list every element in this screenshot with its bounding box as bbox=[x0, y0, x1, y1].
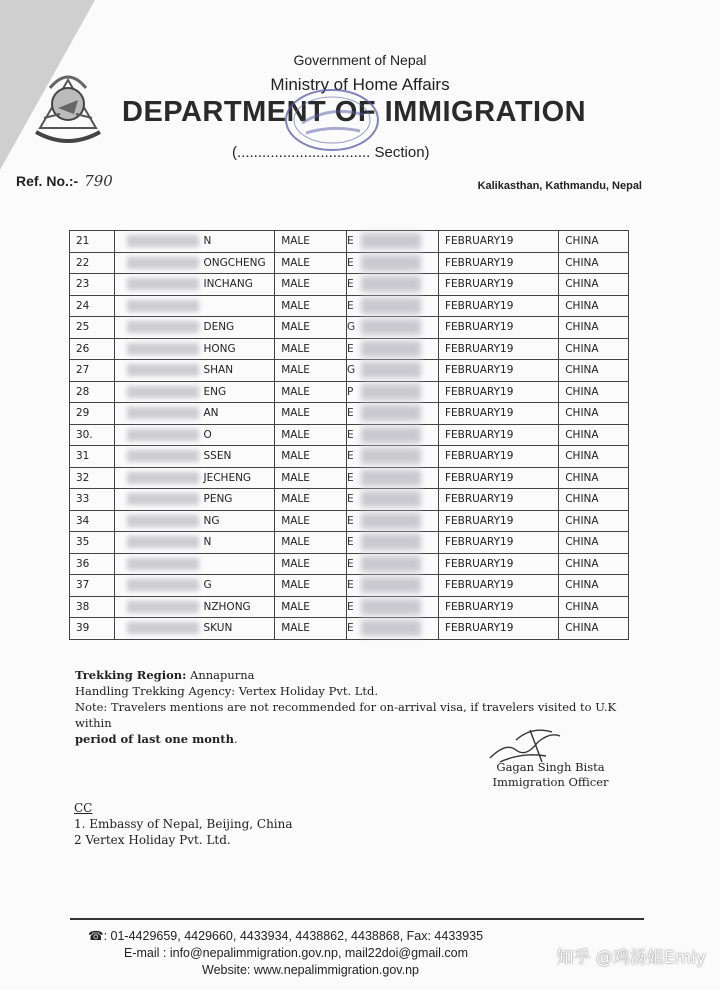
passport-prefix: E bbox=[346, 428, 354, 441]
redacted-passport bbox=[361, 276, 421, 292]
date-cell: FEBRUARY19 bbox=[438, 252, 558, 274]
footer-divider bbox=[70, 918, 644, 920]
country-cell: CHINA bbox=[559, 231, 629, 253]
passport-cell bbox=[346, 338, 438, 360]
footer-website: Website: www.nepalimmigration.gov.np bbox=[202, 963, 419, 977]
date-cell: FEBRUARY19 bbox=[438, 381, 558, 403]
country-cell: CHINA bbox=[559, 532, 629, 554]
redacted-name bbox=[127, 300, 199, 312]
sex-cell: MALE bbox=[275, 467, 347, 489]
sex-cell: MALE bbox=[275, 446, 347, 468]
table-row bbox=[70, 510, 629, 532]
passport-prefix: E bbox=[346, 407, 354, 420]
row-number: 27 bbox=[70, 360, 115, 382]
note-bold: period of last one month bbox=[75, 732, 234, 746]
name-cell bbox=[115, 553, 275, 575]
ministry-title: Ministry of Home Affairs bbox=[270, 75, 450, 94]
redacted-name bbox=[127, 515, 199, 527]
redacted-passport bbox=[361, 405, 421, 421]
redacted-name bbox=[127, 235, 199, 247]
redacted-name bbox=[127, 257, 199, 269]
redacted-name bbox=[127, 450, 199, 462]
sex-cell: MALE bbox=[275, 489, 347, 511]
sex-cell: MALE bbox=[275, 553, 347, 575]
country-cell: CHINA bbox=[559, 381, 629, 403]
sex-cell: MALE bbox=[275, 596, 347, 618]
country-cell: CHINA bbox=[559, 575, 629, 597]
country-cell: CHINA bbox=[559, 467, 629, 489]
sex-cell: MALE bbox=[275, 403, 347, 425]
name-visible: N bbox=[203, 235, 212, 248]
name-visible: ENG bbox=[203, 385, 227, 398]
redacted-passport bbox=[361, 620, 421, 636]
sex-cell: MALE bbox=[275, 381, 347, 403]
redacted-name bbox=[127, 558, 199, 570]
name-cell bbox=[115, 532, 275, 554]
date-cell: FEBRUARY19 bbox=[438, 467, 558, 489]
passport-cell bbox=[346, 553, 438, 575]
table-row bbox=[70, 338, 629, 360]
cc-label: CC bbox=[74, 801, 93, 815]
country-cell: CHINA bbox=[559, 446, 629, 468]
sex-cell: MALE bbox=[275, 424, 347, 446]
row-number: 32 bbox=[70, 467, 115, 489]
redacted-name bbox=[127, 407, 199, 419]
passport-prefix: E bbox=[346, 299, 354, 312]
passport-prefix: E bbox=[346, 471, 354, 484]
sex-cell: MALE bbox=[275, 338, 347, 360]
redacted-passport bbox=[361, 470, 421, 486]
country-cell: CHINA bbox=[559, 338, 629, 360]
passport-cell bbox=[346, 618, 438, 640]
date-cell: FEBRUARY19 bbox=[438, 618, 558, 640]
passport-cell bbox=[346, 252, 438, 274]
table-row bbox=[70, 532, 629, 554]
name-visible: N bbox=[203, 536, 212, 549]
name-cell bbox=[115, 446, 275, 468]
passport-prefix: E bbox=[346, 256, 354, 269]
redacted-name bbox=[127, 278, 199, 290]
table-row bbox=[70, 274, 629, 296]
redacted-name bbox=[127, 364, 199, 376]
row-number: 38 bbox=[70, 596, 115, 618]
country-cell: CHINA bbox=[559, 295, 629, 317]
table-row bbox=[70, 231, 629, 253]
row-number: 22 bbox=[70, 252, 115, 274]
redacted-name bbox=[127, 321, 199, 333]
passport-cell bbox=[346, 424, 438, 446]
footer-phone-line bbox=[88, 928, 483, 943]
department-title: DEPARTMENT OF IMMIGRATION bbox=[122, 96, 587, 128]
redacted-passport bbox=[361, 448, 421, 464]
name-visible: G bbox=[203, 579, 212, 592]
trekking-region-value: Annapurna bbox=[190, 668, 255, 682]
row-number: 34 bbox=[70, 510, 115, 532]
cc-block bbox=[74, 800, 293, 848]
date-cell: FEBRUARY19 bbox=[438, 424, 558, 446]
signatory-block bbox=[488, 760, 613, 790]
passport-cell bbox=[346, 510, 438, 532]
official-stamp-icon bbox=[282, 85, 382, 155]
passport-cell bbox=[346, 381, 438, 403]
row-number: 31 bbox=[70, 446, 115, 468]
passport-cell bbox=[346, 467, 438, 489]
redacted-name bbox=[127, 343, 199, 355]
passport-prefix: E bbox=[346, 600, 354, 613]
trekking-region-label: Trekking Region: bbox=[75, 668, 187, 682]
redacted-passport bbox=[361, 255, 421, 271]
country-cell: CHINA bbox=[559, 403, 629, 425]
name-visible: NZHONG bbox=[203, 600, 251, 613]
date-cell: FEBRUARY19 bbox=[438, 532, 558, 554]
passport-prefix: G bbox=[346, 364, 356, 377]
name-visible: SSEN bbox=[203, 450, 232, 463]
redacted-passport bbox=[361, 384, 421, 400]
redacted-passport bbox=[361, 491, 421, 507]
name-cell bbox=[115, 295, 275, 317]
table-row bbox=[70, 618, 629, 640]
row-number: 30. bbox=[70, 424, 115, 446]
name-visible: NG bbox=[203, 514, 220, 527]
redacted-passport bbox=[361, 341, 421, 357]
row-number: 39 bbox=[70, 618, 115, 640]
redacted-passport bbox=[361, 513, 421, 529]
passport-cell bbox=[346, 403, 438, 425]
government-title: Government of Nepal bbox=[293, 52, 427, 68]
country-cell: CHINA bbox=[559, 489, 629, 511]
passport-prefix: E bbox=[346, 450, 354, 463]
row-number: 33 bbox=[70, 489, 115, 511]
country-cell: CHINA bbox=[559, 274, 629, 296]
redacted-passport bbox=[361, 599, 421, 615]
name-cell bbox=[115, 467, 275, 489]
date-cell: FEBRUARY19 bbox=[438, 274, 558, 296]
sex-cell: MALE bbox=[275, 575, 347, 597]
date-cell: FEBRUARY19 bbox=[438, 231, 558, 253]
table-row bbox=[70, 489, 629, 511]
redacted-passport bbox=[361, 319, 421, 335]
ref-label: Ref. No.:- bbox=[16, 173, 79, 189]
table-row bbox=[70, 381, 629, 403]
date-cell: FEBRUARY19 bbox=[438, 510, 558, 532]
row-number: 37 bbox=[70, 575, 115, 597]
table-row bbox=[70, 424, 629, 446]
row-number: 35 bbox=[70, 532, 115, 554]
row-number: 26 bbox=[70, 338, 115, 360]
passport-cell bbox=[346, 274, 438, 296]
name-visible: HONG bbox=[203, 342, 236, 355]
passport-prefix: E bbox=[346, 493, 354, 506]
sex-cell: MALE bbox=[275, 360, 347, 382]
redacted-name bbox=[127, 536, 199, 548]
note-end: . bbox=[233, 732, 238, 746]
date-cell: FEBRUARY19 bbox=[438, 317, 558, 339]
redacted-name bbox=[127, 622, 199, 634]
row-number: 29 bbox=[70, 403, 115, 425]
name-cell bbox=[115, 618, 275, 640]
passport-cell bbox=[346, 575, 438, 597]
name-visible: PENG bbox=[203, 493, 233, 506]
country-cell: CHINA bbox=[559, 317, 629, 339]
name-visible: SKUN bbox=[203, 622, 233, 635]
row-number: 25 bbox=[70, 317, 115, 339]
sex-cell: MALE bbox=[275, 231, 347, 253]
redacted-name bbox=[127, 386, 199, 398]
passport-prefix: P bbox=[346, 385, 354, 398]
passport-cell bbox=[346, 360, 438, 382]
table-row bbox=[70, 575, 629, 597]
passport-cell bbox=[346, 532, 438, 554]
sex-cell: MALE bbox=[275, 274, 347, 296]
sex-cell: MALE bbox=[275, 317, 347, 339]
name-cell bbox=[115, 489, 275, 511]
reference-number bbox=[16, 172, 113, 190]
ref-value: 790 bbox=[84, 172, 113, 190]
row-number: 21 bbox=[70, 231, 115, 253]
row-number: 28 bbox=[70, 381, 115, 403]
table-row bbox=[70, 446, 629, 468]
note-line: Note: Travelers mentions are not recommended for on-arrival visa, if travelers visited to U.K within bbox=[75, 700, 617, 730]
passport-prefix: E bbox=[346, 342, 354, 355]
name-visible: ONGCHENG bbox=[203, 256, 266, 269]
name-cell bbox=[115, 274, 275, 296]
sex-cell: MALE bbox=[275, 252, 347, 274]
country-cell: CHINA bbox=[559, 510, 629, 532]
redacted-passport bbox=[361, 556, 421, 572]
table-row bbox=[70, 467, 629, 489]
passport-prefix: E bbox=[346, 622, 354, 635]
country-cell: CHINA bbox=[559, 252, 629, 274]
passport-cell bbox=[346, 446, 438, 468]
redacted-passport bbox=[361, 362, 421, 378]
name-visible: DENG bbox=[203, 321, 235, 334]
table-row bbox=[70, 360, 629, 382]
date-cell: FEBRUARY19 bbox=[438, 596, 558, 618]
sex-cell: MALE bbox=[275, 618, 347, 640]
name-cell bbox=[115, 252, 275, 274]
passport-cell bbox=[346, 317, 438, 339]
passport-prefix: E bbox=[346, 557, 354, 570]
passport-cell bbox=[346, 231, 438, 253]
redacted-name bbox=[127, 472, 199, 484]
redacted-passport bbox=[361, 427, 421, 443]
date-cell: FEBRUARY19 bbox=[438, 489, 558, 511]
country-cell: CHINA bbox=[559, 360, 629, 382]
name-visible: O bbox=[203, 428, 212, 441]
date-cell: FEBRUARY19 bbox=[438, 575, 558, 597]
name-visible: AN bbox=[203, 407, 219, 420]
name-cell bbox=[115, 381, 275, 403]
row-number: 36 bbox=[70, 553, 115, 575]
date-cell: FEBRUARY19 bbox=[438, 446, 558, 468]
cc-item: 2 Vertex Holiday Pvt. Ltd. bbox=[74, 833, 231, 847]
country-cell: CHINA bbox=[559, 553, 629, 575]
agency-line: Handling Trekking Agency: Vertex Holiday Pvt. Ltd. bbox=[75, 684, 379, 698]
name-cell bbox=[115, 360, 275, 382]
footer-email: E-mail : info@nepalimmigration.gov.np, mail22doi@gmail.com bbox=[124, 946, 469, 960]
country-cell: CHINA bbox=[559, 424, 629, 446]
table-row bbox=[70, 317, 629, 339]
name-cell bbox=[115, 231, 275, 253]
sex-cell: MALE bbox=[275, 532, 347, 554]
date-cell: FEBRUARY19 bbox=[438, 295, 558, 317]
redacted-name bbox=[127, 601, 199, 613]
date-cell: FEBRUARY19 bbox=[438, 360, 558, 382]
table-row bbox=[70, 553, 629, 575]
traveler-table bbox=[69, 230, 629, 640]
passport-prefix: E bbox=[346, 278, 354, 291]
name-cell bbox=[115, 510, 275, 532]
phone-icon: ☎: bbox=[88, 929, 108, 943]
name-cell bbox=[115, 424, 275, 446]
passport-prefix: G bbox=[346, 321, 356, 334]
passport-prefix: E bbox=[346, 579, 354, 592]
signatory-name: Gagan Singh Bista bbox=[496, 760, 605, 774]
row-number: 23 bbox=[70, 274, 115, 296]
table-row bbox=[70, 252, 629, 274]
passport-prefix: E bbox=[346, 514, 354, 527]
redacted-passport bbox=[361, 534, 421, 550]
nepal-emblem-icon bbox=[30, 58, 106, 144]
redacted-name bbox=[127, 429, 199, 441]
redacted-name bbox=[127, 493, 199, 505]
name-cell bbox=[115, 596, 275, 618]
section-line: (................................ Section) bbox=[232, 144, 430, 161]
redacted-name bbox=[127, 579, 199, 591]
name-cell bbox=[115, 338, 275, 360]
cc-item: 1. Embassy of Nepal, Beijing, China bbox=[74, 817, 293, 831]
row-number: 24 bbox=[70, 295, 115, 317]
office-location: Kalikasthan, Kathmandu, Nepal bbox=[477, 180, 642, 192]
name-visible: JECHENG bbox=[203, 471, 252, 484]
table-row bbox=[70, 295, 629, 317]
name-cell bbox=[115, 575, 275, 597]
passport-cell bbox=[346, 295, 438, 317]
redacted-passport bbox=[361, 233, 421, 249]
country-cell: CHINA bbox=[559, 596, 629, 618]
table-row bbox=[70, 596, 629, 618]
redacted-passport bbox=[361, 298, 421, 314]
name-visible: INCHANG bbox=[203, 278, 253, 291]
footer-phones: 01-4429659, 4429660, 4433934, 4438862, 4438868, Fax: 4433935 bbox=[110, 929, 484, 943]
sex-cell: MALE bbox=[275, 295, 347, 317]
passport-prefix: E bbox=[346, 536, 354, 549]
passport-prefix: E bbox=[346, 235, 354, 248]
date-cell: FEBRUARY19 bbox=[438, 338, 558, 360]
sex-cell: MALE bbox=[275, 510, 347, 532]
name-visible: SHAN bbox=[203, 364, 234, 377]
name-cell bbox=[115, 317, 275, 339]
name-cell bbox=[115, 403, 275, 425]
date-cell: FEBRUARY19 bbox=[438, 403, 558, 425]
passport-cell bbox=[346, 489, 438, 511]
redacted-passport bbox=[361, 577, 421, 593]
signatory-title: Immigration Officer bbox=[492, 775, 609, 789]
table-row bbox=[70, 403, 629, 425]
watermark: 知乎 @鸡汤姐Emiy bbox=[556, 948, 706, 968]
country-cell: CHINA bbox=[559, 618, 629, 640]
date-cell: FEBRUARY19 bbox=[438, 553, 558, 575]
passport-cell bbox=[346, 596, 438, 618]
